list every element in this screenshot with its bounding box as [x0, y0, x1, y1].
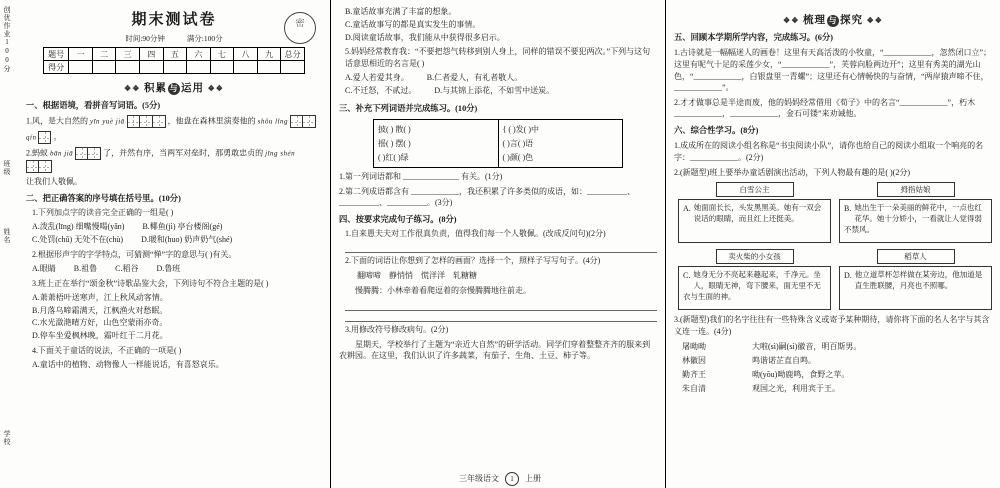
- match-column-left: [374, 120, 498, 167]
- option-d[interactable]: D.阅读童话故事，我们能从中获得很多启示。: [345, 32, 505, 42]
- q4-item-2: 2.下面的词语让你想到了怎样的画面？选择一个，照样子写写句子。(4分): [345, 256, 601, 266]
- q6-item-1: 1.成成所在的阅读小组名称是“书虫阅读小队”，请你也给自己的阅读小组取一个响亮的名字：____________。(2分): [674, 141, 984, 163]
- q2-5-stem: 5.妈妈经常教育我：“不要把怨气转移到别人身上，同样的错误不要犯两次。”下列与这句话意思相近的名言是( ): [345, 47, 651, 69]
- option-d[interactable]: D.鲁班: [156, 264, 181, 274]
- footer-subject: 三年级语文: [459, 473, 499, 483]
- q1-item-2: 2.蚂蚁 bān jiā 了，并然有序，当两军对垒时，那勇敢忠贞的 jīng shén: [26, 147, 322, 173]
- q2-5-options: [345, 72, 657, 85]
- banner-circle: 与: [169, 83, 179, 93]
- option-c[interactable]: C.处罚(chǔ) 无处不在(chù): [32, 235, 124, 245]
- option-d[interactable]: D.停车坐爱枫林晚，霜叶红于二月花。: [32, 331, 168, 341]
- list-item[interactable]: 勤齐王: [682, 370, 706, 380]
- card-title: 稻草人: [877, 249, 955, 264]
- score-col-1: 一: [69, 48, 93, 61]
- option-a[interactable]: A.童话中的植物、动物像人一样能说话，有喜怒哀乐。: [32, 360, 224, 370]
- card-body: C. 她身无分不亮起来趣起来，千净元。坐人，眼睛无神，弯下腰来，面无里不无衣与生面的神。: [678, 266, 831, 310]
- list-item[interactable]: 屠呦呦: [682, 342, 706, 352]
- option-a[interactable]: A.萧萧梧叶送寒声，江上秋风动客情。: [32, 292, 168, 302]
- q4-item-3: 3.用修改符号修改病句。(2分): [345, 324, 449, 334]
- list-item[interactable]: 朱自清: [682, 384, 706, 394]
- score-col-6: 六: [187, 48, 211, 61]
- names-right-column: [752, 340, 992, 396]
- writing-boxes[interactable]: [290, 115, 316, 128]
- q2-2-stem: 2.根据形声字的字学特点，可猜测“惮”字的意思与( )有关。: [32, 250, 237, 260]
- score-table: [43, 47, 305, 74]
- writing-boxes[interactable]: [127, 115, 166, 128]
- exam-time: 时间:90分钟: [125, 34, 165, 43]
- character-card[interactable]: [839, 249, 992, 310]
- list-item[interactable]: 观国之光，利用宾于王。: [752, 384, 840, 394]
- q4-heading: 四、按要求完成句子练习。(8分): [339, 214, 457, 224]
- q2-1-options: [32, 221, 322, 234]
- list-item[interactable]: 大啦(sì)嗣(sì)徽音，明百斯男。: [752, 342, 862, 352]
- list-item[interactable]: 鸣谐诺芷直自鸣。: [752, 356, 816, 366]
- option-c[interactable]: C.水光潋滟晴方好，山色空蒙雨亦奇。: [32, 318, 168, 328]
- character-card[interactable]: [678, 249, 831, 310]
- match-column-right: [498, 120, 623, 167]
- q2-3-stem: 3.班上正在举行“颂金秋”诗歌品鉴大会，下列诗句不符合主题的是( ): [32, 278, 269, 288]
- card-body: D. 他立道草杯怎样做在某旁边，他加道是直生胜联腰，月亮也不照哪。: [839, 266, 992, 310]
- option-b[interactable]: B.月落乌啼霜满天，江枫渔火对愁眠。: [32, 305, 168, 315]
- match-row[interactable]: { ( )发( )中: [502, 125, 539, 135]
- score-cell[interactable]: [139, 61, 163, 74]
- q4-item-1: 1.自来愚夫夫对工作很真负责，值得我们每一个人敬佩。(改成反问句)(2分): [345, 229, 606, 239]
- exam-meta: [26, 33, 322, 44]
- table-row: [44, 61, 305, 74]
- card-body: B. 她出生于一朵美丽的鲜花中，一点也红花华。她十分娇小，一看就让人觉得弱不禁风。: [839, 199, 992, 243]
- card-title: 拇指姑娘: [877, 182, 955, 197]
- banner-text-1: 梳理: [803, 15, 826, 26]
- q5-item-1: 1.古诗就是一幅幅迷人的画卷！这里有天高活泼的小牧童，“____________，忽然闭口立”；这里有呢气十足的采莲少女，“____________”，芙蓉向脸两边开”；这里有秀美的湖光山色，“____________，白银盘里一青螺”；这里还有心情畅快的与奋情，“两岸猿声啼不住，____________”。: [674, 48, 992, 93]
- match-row[interactable]: ( )红( )绿: [378, 152, 409, 162]
- option-c[interactable]: C.稻谷: [115, 264, 139, 274]
- option-b[interactable]: B.祖鲁: [73, 264, 98, 274]
- section-banner-review: ❖❖ 梳理 与 探究 ❖❖: [783, 15, 883, 26]
- q5-item-2: 2.才才做事总是半途而废，他的妈妈经常借用《荀子》中的名言“____________”，朽木____________，____________，金石可镂”来劝诫他。: [674, 97, 976, 119]
- score-col-7: 七: [210, 48, 234, 61]
- matching-names[interactable]: [682, 340, 992, 396]
- banner-text-1: 积累: [144, 83, 167, 94]
- writing-boxes[interactable]: [75, 147, 101, 160]
- seal-stamp-icon: [284, 12, 316, 44]
- q3-heading: 三、补充下列词语并完成练习。(10分): [339, 103, 478, 113]
- margin-note-school: 学校: [3, 430, 11, 446]
- card-title: 白雪公主: [716, 182, 794, 197]
- card-body: A. 她面面长长，头发黑黑美。她有一双会说话的眼睛，而且红上还挺美。: [678, 199, 831, 243]
- card-option-label: D.: [844, 271, 852, 281]
- score-cell[interactable]: [187, 61, 211, 74]
- card-title: 卖火柴的小女孩: [716, 249, 794, 264]
- list-item[interactable]: 林徽因: [682, 356, 706, 366]
- card-option-label: A.: [683, 204, 691, 214]
- option-b[interactable]: B.仁者爱人，有礼者敬人。: [426, 73, 523, 83]
- column-right: [665, 0, 1000, 488]
- left-margin-notes: [0, 0, 16, 488]
- score-col-3: 三: [116, 48, 140, 61]
- q4-passage: 星期天，学校举行了主题为“亲近大自然”的研学活动。同学们穿着整整齐齐的服来到农耕园。在这里，我们认识了许多蔬菜，有茄子、生角、土豆、柿子等。: [339, 339, 651, 361]
- score-row-label-1: 题号: [44, 48, 69, 61]
- q2-4-options: [32, 359, 322, 372]
- word-completion-table[interactable]: [373, 119, 623, 168]
- q1-item-2b: 让我们人敬佩。: [26, 177, 82, 187]
- writing-boxes[interactable]: [26, 160, 52, 173]
- option-a[interactable]: A.爱人若爱其身。: [345, 73, 409, 83]
- list-item[interactable]: 呦(yōu)呦鹿鸣，食野之苹。: [752, 370, 850, 380]
- q3-note-1: 1.第一列词语都和 ______________ 有关。(1分): [339, 172, 503, 182]
- footer-term: 上册: [525, 473, 541, 483]
- option-c[interactable]: C.不迁怒，不贰过。: [345, 86, 417, 96]
- score-col-5: 五: [163, 48, 187, 61]
- character-card[interactable]: [839, 182, 992, 243]
- q4-answer-area-1[interactable]: [345, 242, 657, 253]
- score-cell[interactable]: [69, 61, 93, 74]
- score-cell[interactable]: [234, 61, 258, 74]
- banner-text-2: 探究: [840, 15, 863, 26]
- score-col-9: 九: [257, 48, 281, 61]
- margin-note-brand: 创优作业100分: [3, 6, 11, 73]
- score-col-2: 二: [92, 48, 116, 61]
- q4-word-bank: 翻啼啼 静悄悄 慌洋洋 轧糖糖: [339, 271, 477, 281]
- score-col-8: 八: [234, 48, 258, 61]
- score-row-label-2: 得分: [44, 61, 69, 74]
- match-row[interactable]: ( )颜( )色: [502, 152, 534, 162]
- q6-item-3: 3.(新题型)我们的名字往往有一些特殊含义或寄予某种期待，请你将下面的名人名字与其含义连一连。(4分): [674, 315, 990, 336]
- q2-4-stem: 4.下面关于童话的说法，不正确的一项是( ): [32, 346, 182, 356]
- writing-boxes[interactable]: [38, 131, 51, 144]
- q3-note-2: 2.第二列成语都含有 ____________，我还积累了许多类似的成语，如：__________、__________、__________。(3分): [339, 186, 635, 208]
- card-option-label: C.: [683, 271, 691, 281]
- option-d[interactable]: D.与其锦上添花，不如雪中送炭。: [434, 86, 555, 96]
- score-cell[interactable]: [210, 61, 234, 74]
- option-c[interactable]: C.童话故事写的都是真实发生的事情。: [345, 19, 481, 29]
- match-row[interactable]: ( )言( )语: [502, 139, 534, 149]
- margin-note-name: 姓名: [3, 228, 11, 244]
- match-row[interactable]: 披( ) 散( ): [378, 125, 411, 135]
- banner-circle: 与: [828, 15, 838, 25]
- exam-total-score: 满分:100分: [186, 34, 223, 43]
- q4-answer-area-2[interactable]: [345, 300, 657, 322]
- q2-1-stem: 1.下列加点字的读音完全正确的一组是( ): [32, 208, 174, 218]
- banner-text-2: 运用: [181, 83, 204, 94]
- option-a[interactable]: A.泼乱(līng) 细嘴慢喝(yǎn): [32, 222, 125, 232]
- page-number: 1: [505, 472, 519, 486]
- score-cell[interactable]: [257, 61, 281, 74]
- q6-heading: 六、综合性学习。(8分): [674, 126, 759, 135]
- q2-heading: 二、把正确答案的序号填在括号里。(10分): [26, 194, 181, 204]
- names-left-column: [682, 340, 752, 396]
- option-a[interactable]: A.眼睛: [32, 264, 56, 274]
- column-middle: [330, 0, 665, 488]
- q2-2-options: [32, 263, 322, 276]
- q2-4-options-cont: [345, 6, 657, 44]
- section-banner-accumulate: ❖❖ 积累 与 运用 ❖❖: [124, 83, 224, 94]
- score-cell[interactable]: [116, 61, 140, 74]
- page-footer: [0, 472, 1000, 486]
- character-cards: [678, 182, 992, 310]
- q1-item-1: 1.风，是大自然的 yīn yuè jiā ，他盘在森林里演奏他的 shǒu lǐng: [26, 115, 322, 128]
- character-card[interactable]: [678, 182, 831, 243]
- option-b[interactable]: B.童话故事充满了丰富的想象。: [345, 7, 457, 16]
- option-b[interactable]: B.椰鱼(jì) 亭台楼阁(gé): [142, 222, 223, 232]
- option-d[interactable]: D.暖和(huo) 奶声奶气(shé): [141, 235, 233, 245]
- q6-item-2: 2.(新题型)班上要举办童话剧演出活动，下列人物最有趣的是( )(2分): [674, 167, 910, 177]
- score-cell[interactable]: [92, 61, 116, 74]
- table-row: [44, 48, 305, 61]
- score-cell[interactable]: [163, 61, 187, 74]
- card-option-label: B.: [844, 204, 852, 214]
- q5-heading: 五、回顾本学期所学内容，完成练习。(6分): [674, 33, 834, 42]
- q4-sample-sentence: 慢腾腾：小林牵着看爬逗着的奈慢腾腾地往前走。: [339, 286, 531, 296]
- page-title: 期末测试卷: [131, 12, 217, 28]
- score-col-4: 四: [139, 48, 163, 61]
- column-left: [0, 0, 330, 488]
- q1-heading: 一、根据语境，看拼音写词语。(5分): [26, 101, 161, 110]
- score-cell[interactable]: [281, 61, 305, 74]
- margin-note-class: 班级: [3, 160, 11, 176]
- q2-3-options: [32, 292, 322, 343]
- seal-char: 密: [295, 18, 305, 28]
- score-col-total: 总分: [281, 48, 305, 61]
- q1-item-1b: qín 。: [26, 131, 322, 144]
- match-row[interactable]: 摇( ) 摆( ): [378, 139, 411, 149]
